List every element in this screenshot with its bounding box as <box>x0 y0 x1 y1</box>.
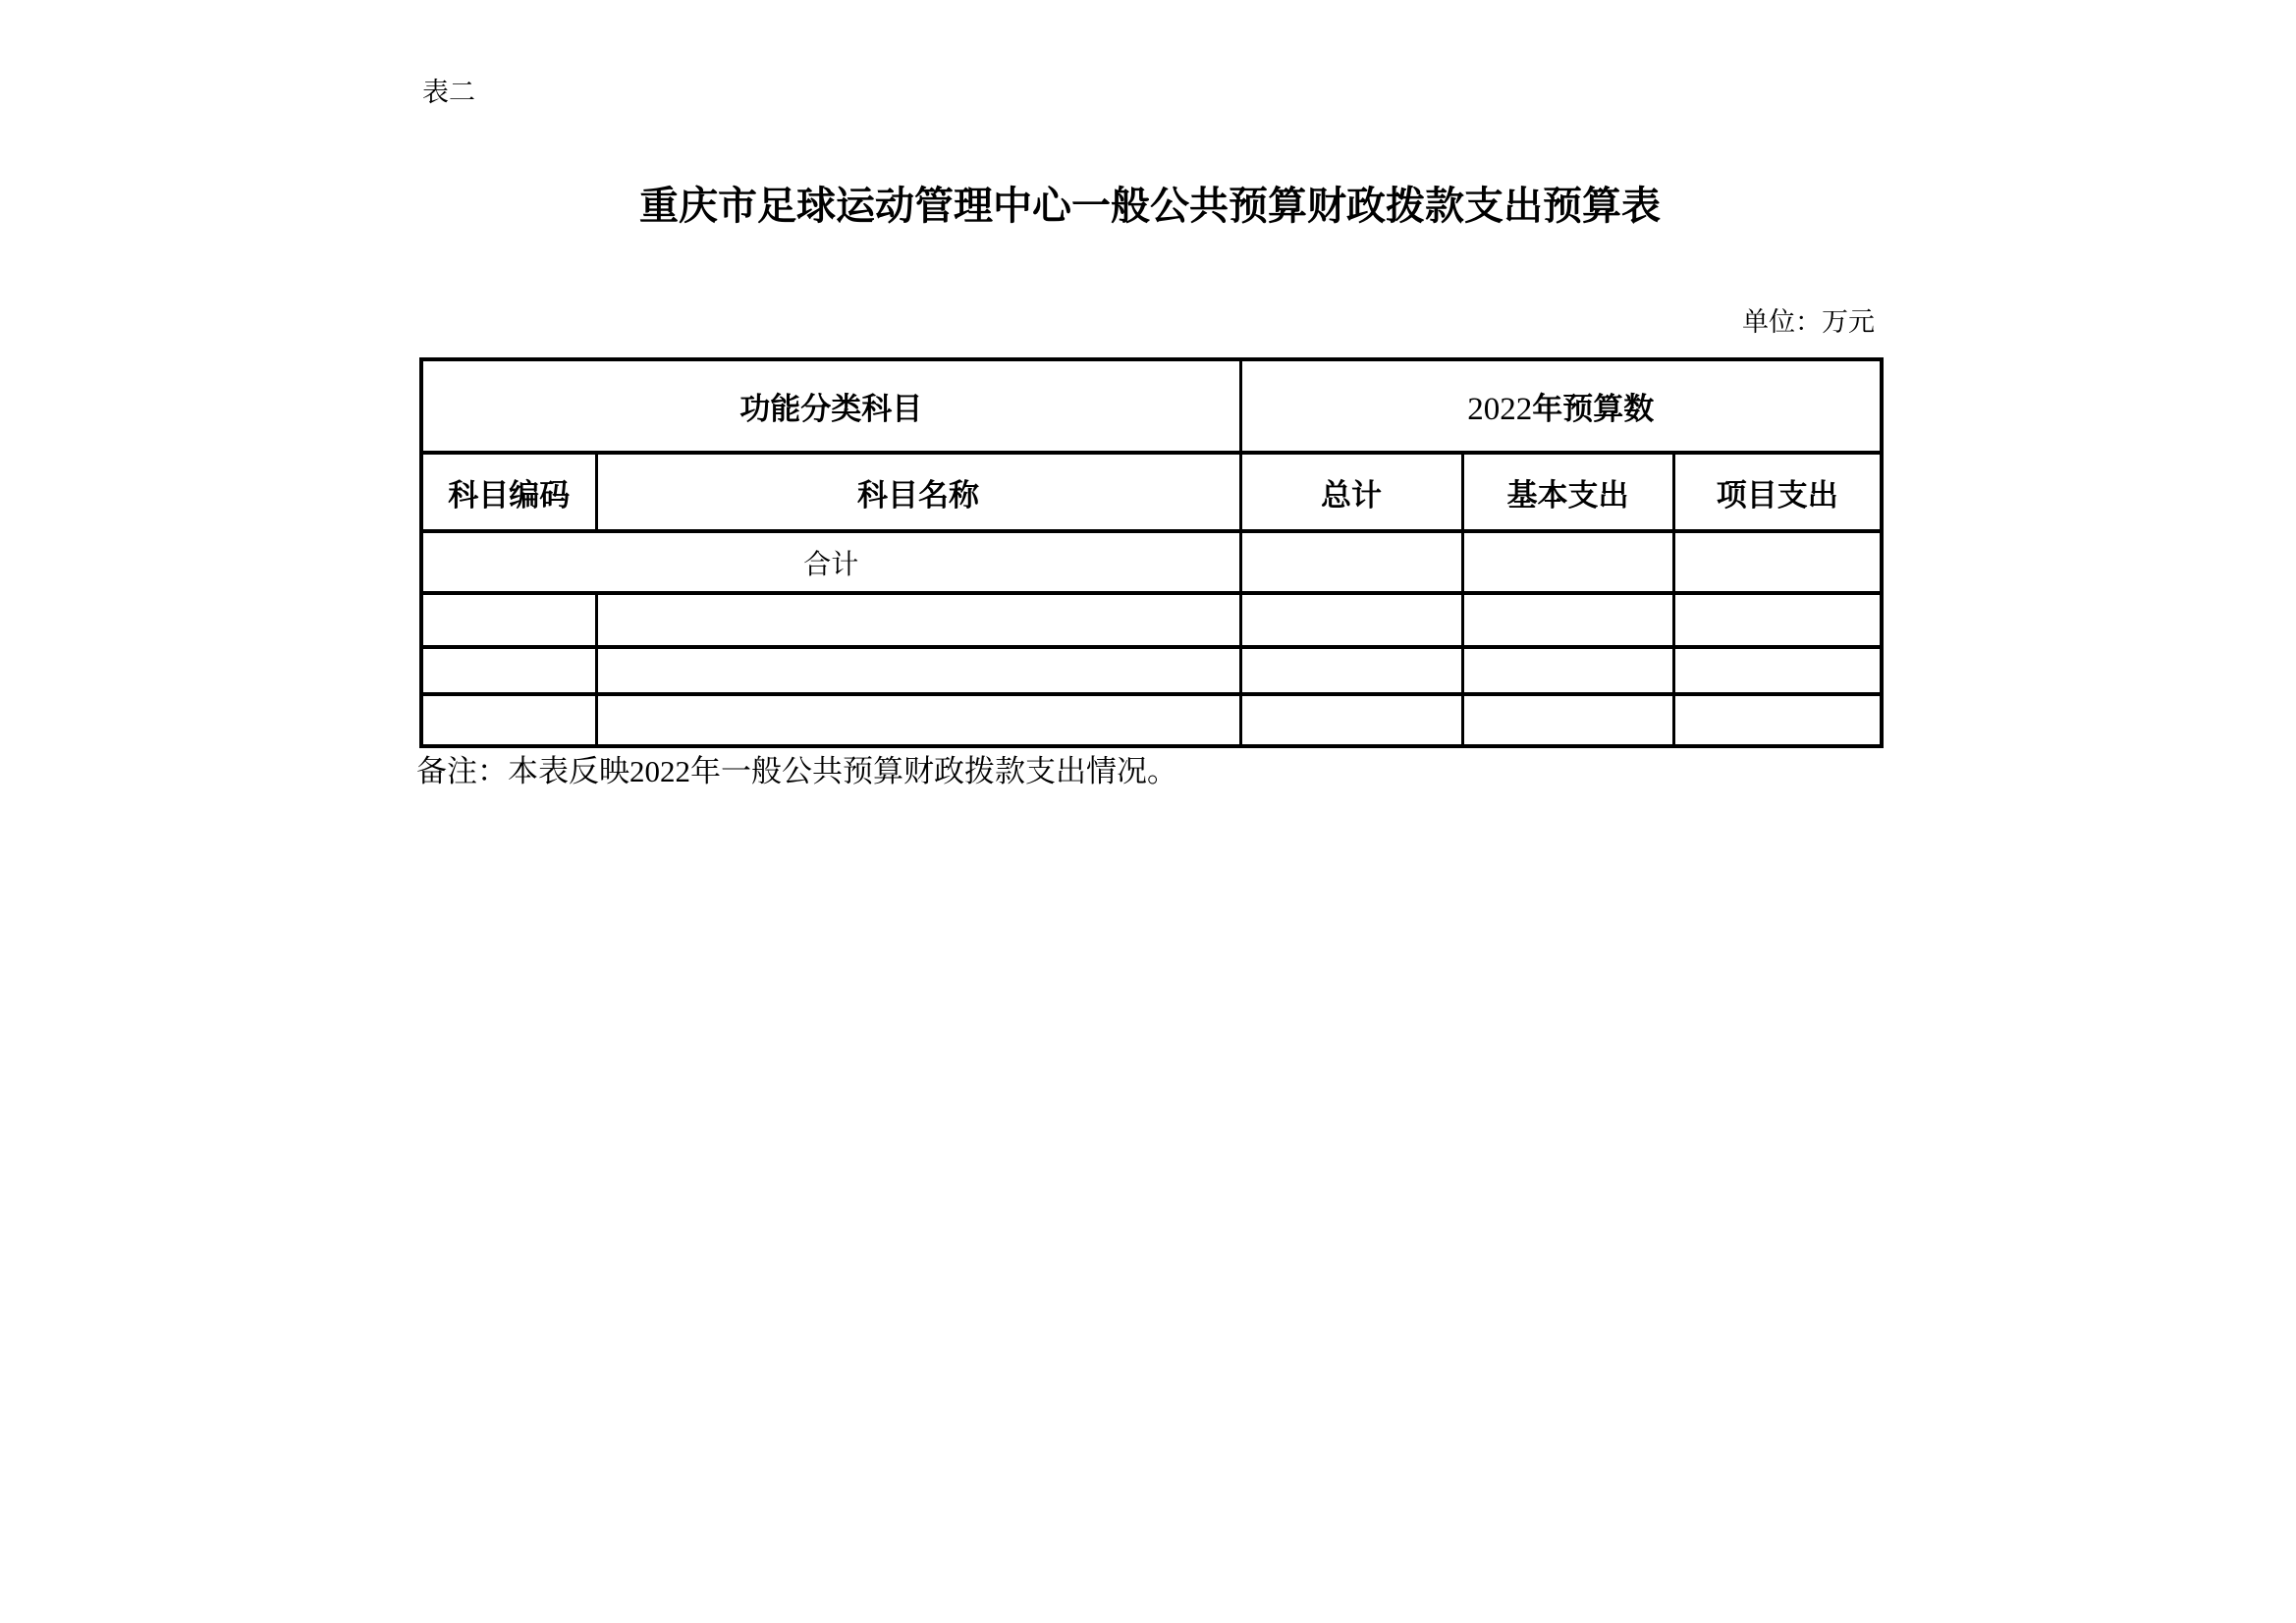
row1-project-cell <box>1673 593 1882 647</box>
summary-total-cell <box>1240 531 1462 593</box>
summary-project-cell <box>1673 531 1882 593</box>
group-header-budget-year-label: 年预算数 <box>1532 392 1655 426</box>
row1-code-cell <box>421 593 596 647</box>
row2-code-cell <box>421 647 596 694</box>
group-header-row <box>421 359 1882 453</box>
col-header-subject-name: 科目名称 <box>596 453 1240 531</box>
col-header-project-expense: 项目支出 <box>1673 453 1882 531</box>
table-number-label: 表二 <box>422 78 475 107</box>
row1-total-cell <box>1240 593 1462 647</box>
footnote: 备注：本表反映2022年一般公共预算财政拨款支出情况。 <box>416 754 1177 788</box>
column-header-row <box>421 453 1882 531</box>
page-title: 重庆市足球运动管理中心一般公共预算财政拨款支出预算表 <box>639 184 1661 228</box>
row3-project-cell <box>1673 694 1882 746</box>
summary-basic-cell <box>1462 531 1673 593</box>
row2-name-cell <box>596 647 1240 694</box>
row3-name-cell <box>596 694 1240 746</box>
col-header-basic-expense: 基本支出 <box>1462 453 1673 531</box>
row2-total-cell <box>1240 647 1462 694</box>
table-row <box>421 694 1882 746</box>
row3-code-cell <box>421 694 596 746</box>
budget-table <box>419 357 1884 748</box>
group-header-function-category: 功能分类科目 <box>421 359 1240 453</box>
group-header-budget-2022 <box>1240 359 1882 453</box>
row2-basic-cell <box>1462 647 1673 694</box>
row1-name-cell <box>596 593 1240 647</box>
group-header-budget-year-number: 2022 <box>1467 392 1533 427</box>
unit-label: 单位：万元 <box>1742 307 1875 337</box>
row1-basic-cell <box>1462 593 1673 647</box>
table-row <box>421 593 1882 647</box>
summary-row <box>421 531 1882 593</box>
summary-row-label: 合计 <box>421 531 1240 593</box>
row3-basic-cell <box>1462 694 1673 746</box>
table-row <box>421 647 1882 694</box>
col-header-total: 总计 <box>1240 453 1462 531</box>
row2-project-cell <box>1673 647 1882 694</box>
row3-total-cell <box>1240 694 1462 746</box>
col-header-subject-code: 科目编码 <box>421 453 596 531</box>
